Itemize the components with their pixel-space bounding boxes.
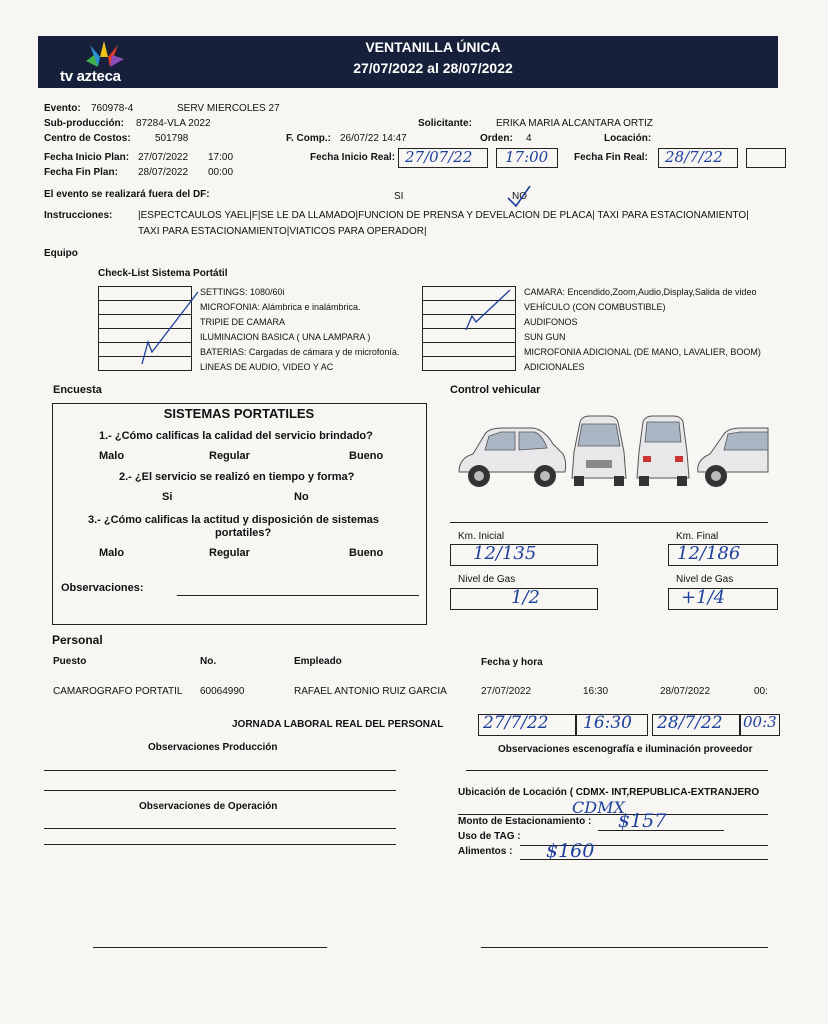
obs-produccion-line[interactable] (44, 790, 396, 791)
header-banner (38, 36, 778, 88)
fcomp-value: 26/07/22 14:47 (340, 133, 407, 144)
no-checkmark-icon (506, 184, 532, 208)
km-inicial-field[interactable] (450, 544, 598, 566)
col-puesto: Puesto (53, 656, 87, 667)
q3-opt-regular[interactable]: Regular (209, 547, 250, 559)
survey-box (52, 403, 427, 625)
fir-date-hand: 27/07/22 (405, 148, 473, 166)
ffr-date-box (658, 148, 738, 168)
obs-operacion-line[interactable] (44, 844, 396, 845)
row-empleado: RAFAEL ANTONIO RUIZ GARCIA (294, 686, 447, 697)
solicitante-label: Solicitante: (418, 118, 472, 129)
jornada-time2-field[interactable] (740, 714, 780, 736)
solicitante-value: ERIKA MARIA ALCANTARA ORTIZ (496, 118, 653, 129)
col-no: No. (200, 656, 217, 667)
centro-value: 501798 (155, 133, 189, 144)
check-item: LINEAS DE AUDIO, VIDEO Y AC (200, 362, 334, 372)
check-item: BATERIAS: Cargadas de cámara y de microfonía. (200, 347, 400, 357)
row-fecha2: 28/07/2022 (660, 686, 711, 697)
km-final-label: Km. Final (676, 531, 719, 542)
gas1-label: Nivel de Gas (458, 574, 516, 585)
km-inicial-label: Km. Inicial (458, 531, 505, 542)
locacion-label: Locación: (604, 133, 652, 144)
monto-line[interactable] (598, 830, 724, 831)
q2-opt-no[interactable]: No (294, 491, 309, 503)
row-puesto: CAMAROGRAFO PORTATIL (53, 686, 183, 697)
jornada-time2-hand: 00:3 (743, 713, 777, 731)
km-inicial-hand: 12/135 (473, 543, 537, 564)
fir-label: Fecha Inicio Real: (310, 152, 396, 163)
evento-value: 760978-4 (91, 103, 134, 114)
obs-escenografia-line[interactable] (466, 770, 768, 771)
alimentos-label: Alimentos : (458, 846, 513, 857)
jornada-time1-hand: 16:30 (583, 713, 632, 733)
equipo-label: Equipo (44, 248, 78, 259)
obs-operacion-label: Observaciones de Operación (139, 801, 278, 812)
car-rear-icon (633, 412, 693, 495)
obs-escenografia-label: Observaciones escenografía e iluminación proveedor (498, 744, 753, 755)
ubicacion-label: Ubicación de Locación ( CDMX- INT,REPUBLICA-EXTRANJERO (458, 787, 760, 798)
evento-desc: SERV MIERCOLES 27 (177, 103, 280, 114)
obs-produccion-line[interactable] (44, 770, 396, 771)
check-box[interactable] (422, 356, 516, 371)
q2-text: 2.- ¿El servicio se realizó en tiempo y forma? (119, 471, 355, 483)
check-item: CAMARA: Encendido,Zoom,Audio,Display,Salida de video (524, 287, 757, 297)
page-title: VENTANILLA ÚNICA (365, 39, 501, 55)
jornada-date2-hand: 28/7/22 (657, 713, 723, 733)
ffp-time: 00:00 (208, 167, 234, 178)
obs-operacion-line[interactable] (44, 828, 396, 829)
vehicular-label: Control vehicular (450, 384, 541, 396)
centro-label: Centro de Costos: (44, 133, 131, 144)
logo-text: tv azteca (60, 68, 121, 85)
monto-hand: $157 (618, 810, 667, 832)
tag-label: Uso de TAG : (458, 831, 521, 842)
row-no: 60064990 (200, 686, 245, 697)
instr-line1: |ESPECTCAULOS YAEL|F|SE LE DA LLAMADO|FUNCION DE PRENSA Y DEVELACION DE PLACA| TAXI PARA ESTACIONAMIENTO| (138, 210, 749, 221)
si-label: SI (394, 191, 404, 202)
check-item: TRIPIE DE CAMARA (200, 317, 286, 327)
fip-label: Fecha Inicio Plan: (44, 152, 130, 163)
row-hora1: 16:30 (583, 686, 609, 697)
ffp-date: 28/07/2022 (138, 167, 189, 178)
jornada-time1-field[interactable] (576, 714, 648, 736)
gas1-hand: 1/2 (511, 587, 540, 608)
personal-label: Personal (52, 633, 103, 647)
check-item: SUN GUN (524, 332, 566, 342)
jornada-label: JORNADA LABORAL REAL DEL PERSONAL (232, 719, 444, 730)
gas1-field[interactable] (450, 588, 598, 610)
orden-value: 4 (526, 133, 532, 144)
obs-label: Observaciones: (61, 582, 144, 594)
check-stroke-icon (130, 286, 210, 370)
car-side-icon (694, 422, 768, 497)
encuesta-label: Encuesta (53, 384, 102, 396)
alimentos-hand: $160 (546, 840, 595, 862)
q3-opt-malo[interactable]: Malo (99, 547, 125, 559)
row-hora2: 00: (754, 686, 768, 697)
alimentos-line[interactable] (520, 859, 768, 860)
evento-label: Evento: (44, 103, 81, 114)
gas2-field[interactable] (668, 588, 778, 610)
survey-title: SISTEMAS PORTATILES (163, 406, 315, 421)
q3-text-line1: 3.- ¿Cómo calificas la actitud y disposición de sistemas (88, 514, 379, 526)
fuera-label: El evento se realizará fuera del DF: (44, 189, 210, 200)
jornada-date2-field[interactable] (652, 714, 740, 736)
check-stroke-icon (460, 286, 520, 336)
km-final-hand: 12/186 (677, 543, 741, 564)
signature-line-left[interactable] (93, 947, 327, 948)
check-item: SETTINGS: 1080/60i (200, 287, 285, 297)
instr-line2: TAXI PARA ESTACIONAMIENTO|VIATICOS PARA OPERADOR| (138, 226, 427, 237)
q3-text-line2: portatiles? (215, 527, 272, 539)
q1-opt-bueno[interactable]: Bueno (349, 450, 384, 462)
obs-line[interactable] (177, 595, 419, 596)
fcomp-label: F. Comp.: (286, 133, 331, 144)
ubicacion-line[interactable] (458, 814, 768, 815)
col-empleado: Empleado (294, 656, 342, 667)
q2-opt-si[interactable]: Si (162, 491, 173, 503)
subprod-value: 87284-VLA 2022 (136, 118, 211, 129)
check-item: ADICIONALES (524, 362, 585, 372)
check-item: MICROFONIA: Alámbrica e inalámbrica. (200, 302, 361, 312)
ffr-date-hand: 28/7/22 (665, 148, 723, 166)
check-box[interactable] (422, 342, 516, 357)
col-fecha: Fecha y hora (481, 657, 543, 668)
orden-label: Orden: (480, 133, 513, 144)
fir-time-box (496, 148, 558, 168)
no-label: NO (512, 191, 527, 202)
ffr-time-box (746, 148, 786, 168)
q1-opt-malo[interactable]: Malo (99, 450, 125, 462)
ubicacion-hand: CDMX (572, 798, 625, 817)
obs-produccion-label: Observaciones Producción (148, 742, 278, 753)
vehicle-divider (450, 522, 768, 523)
row-fecha1: 27/07/2022 (481, 686, 532, 697)
gas2-hand: +1/4 (681, 587, 726, 608)
car-side-icon (455, 422, 567, 497)
check-item: VEHÍCULO (CON COMBUSTIBLE) (524, 302, 666, 312)
fip-time: 17:00 (208, 152, 234, 163)
q1-opt-regular[interactable]: Regular (209, 450, 250, 462)
ffr-label: Fecha Fin Real: (574, 152, 648, 163)
car-front-icon (568, 412, 630, 495)
signature-line-right[interactable] (481, 947, 768, 948)
subprod-label: Sub-producción: (44, 118, 124, 129)
fip-date: 27/07/2022 (138, 152, 189, 163)
ffp-label: Fecha Fin Plan: (44, 167, 118, 178)
q3-opt-bueno[interactable]: Bueno (349, 547, 384, 559)
date-range: 27/07/2022 al 28/07/2022 (353, 60, 513, 76)
check-item: MICROFONIA ADICIONAL (DE MANO, LAVALIER, BOOM) (524, 347, 761, 357)
jornada-date1-field[interactable] (478, 714, 576, 736)
checklist-title: Check-List Sistema Portátil (98, 268, 228, 279)
fir-time-hand: 17:00 (505, 148, 549, 166)
fir-date-box (398, 148, 488, 168)
check-item: AUDIFONOS (524, 317, 578, 327)
km-final-field[interactable] (668, 544, 778, 566)
q1-text: 1.- ¿Cómo calificas la calidad del servicio brindado? (99, 430, 373, 442)
jornada-date1-hand: 27/7/22 (483, 713, 549, 733)
check-item: ILUMINACION BASICA ( UNA LAMPARA ) (200, 332, 371, 342)
instr-label: Instrucciones: (44, 210, 113, 221)
monto-label: Monto de Estacionamiento : (458, 816, 592, 827)
gas2-label: Nivel de Gas (676, 574, 734, 585)
